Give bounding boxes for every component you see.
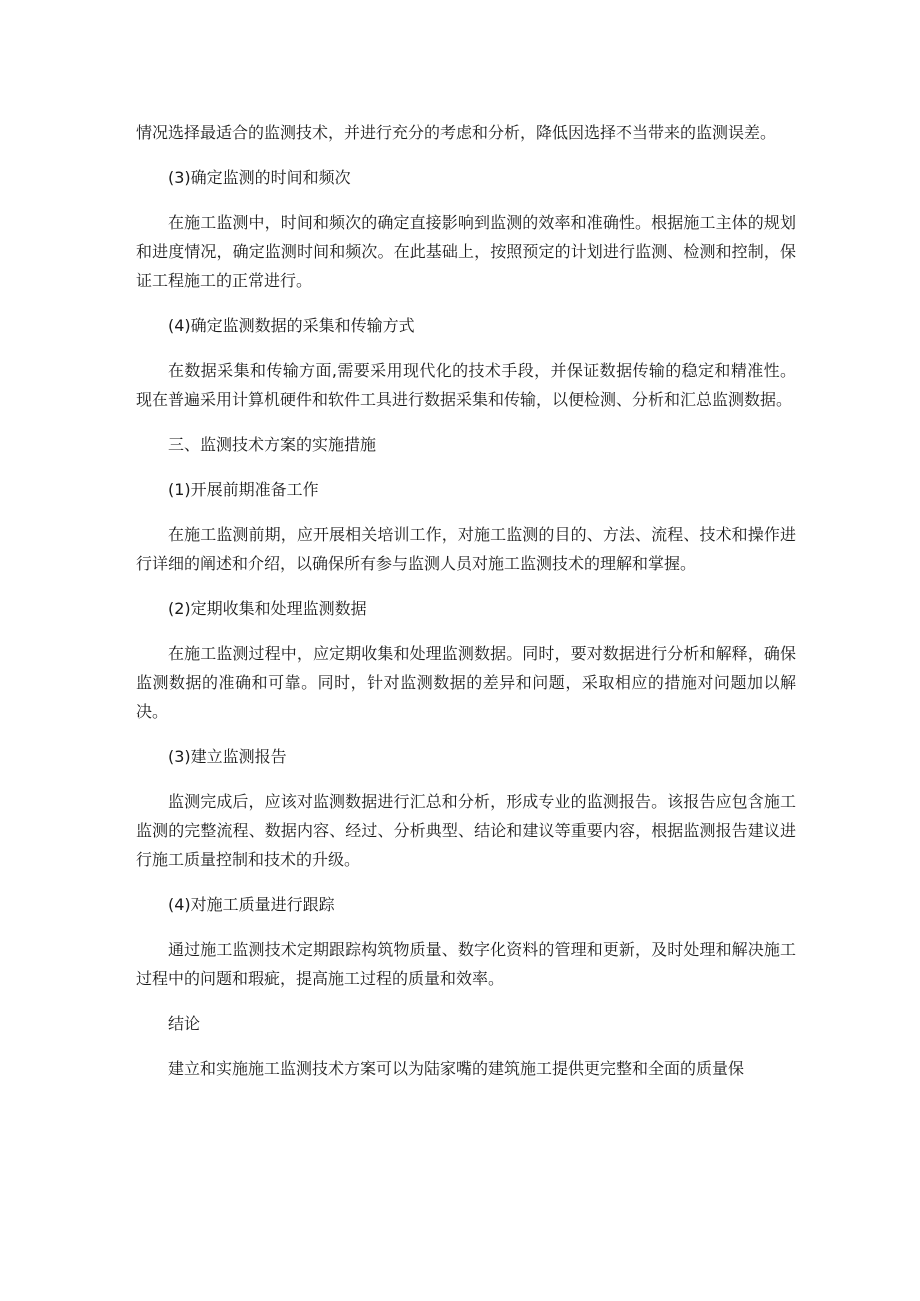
paragraph-time-frequency: 在施工监测中，时间和频次的确定直接影响到监测的效率和准确性。根据施工主体的规划和进度情况，确定监测时间和频次。在此基础上，按照预定的计划进行监测、检测和控制，保证工程施工的正常进行。: [136, 213, 796, 290]
paragraph-preparation: 在施工监测前期，应开展相关培训工作，对施工监测的目的、方法、流程、技术和操作进行详细的阐述和介绍，以确保所有参与监测人员对施工监测技术的理解和掌握。: [136, 525, 796, 573]
section-heading-quality-tracking: (4)对施工质量进行跟踪: [168, 895, 335, 914]
chapter-heading-implementation: 三、监测技术方案的实施措施: [168, 435, 377, 454]
paragraph-quality-tracking: 通过施工监测技术定期跟踪构筑物质量、数字化资料的管理和更新，及时处理和解决施工过程中的问题和瑕疵，提高施工过程的质量和效率。: [136, 940, 796, 988]
paragraph-data-collection: 在数据采集和传输方面,需要采用现代化的技术手段，并保证数据传输的稳定和精准性。现在普遍采用计算机硬件和软件工具进行数据采集和传输，以便检测、分析和汇总监测数据。: [136, 361, 796, 409]
section-heading-preparation: (1)开展前期准备工作: [168, 480, 319, 499]
continuation-paragraph: 情况选择最适合的监测技术，并进行充分的考虑和分析，降低因选择不当带来的监测误差。: [136, 123, 777, 142]
section-heading-time-frequency: (3)确定监测的时间和频次: [168, 168, 351, 187]
document-page: [136, 118, 796, 1083]
paragraph-report: 监测完成后，应该对监测数据进行汇总和分析，形成专业的监测报告。该报告应包含施工监测的完整流程、数据内容、经过、分析典型、结论和建议等重要内容，根据监测报告建议进行施工质量控制和技术的升级。: [136, 792, 796, 869]
section-heading-conclusion: 结论: [168, 1014, 201, 1033]
paragraph-conclusion: 建立和实施施工监测技术方案可以为陆家嘴的建筑施工提供更完整和全面的质量保: [168, 1059, 745, 1078]
section-heading-report: (3)建立监测报告: [168, 747, 287, 766]
section-heading-data-processing: (2)定期收集和处理监测数据: [168, 599, 367, 618]
section-heading-data-collection: (4)确定监测数据的采集和传输方式: [168, 316, 415, 335]
paragraph-data-processing: 在施工监测过程中，应定期收集和处理监测数据。同时，要对数据进行分析和解释，确保监测数据的准确和可靠。同时，针对监测数据的差异和问题，采取相应的措施对问题加以解决。: [136, 644, 796, 721]
